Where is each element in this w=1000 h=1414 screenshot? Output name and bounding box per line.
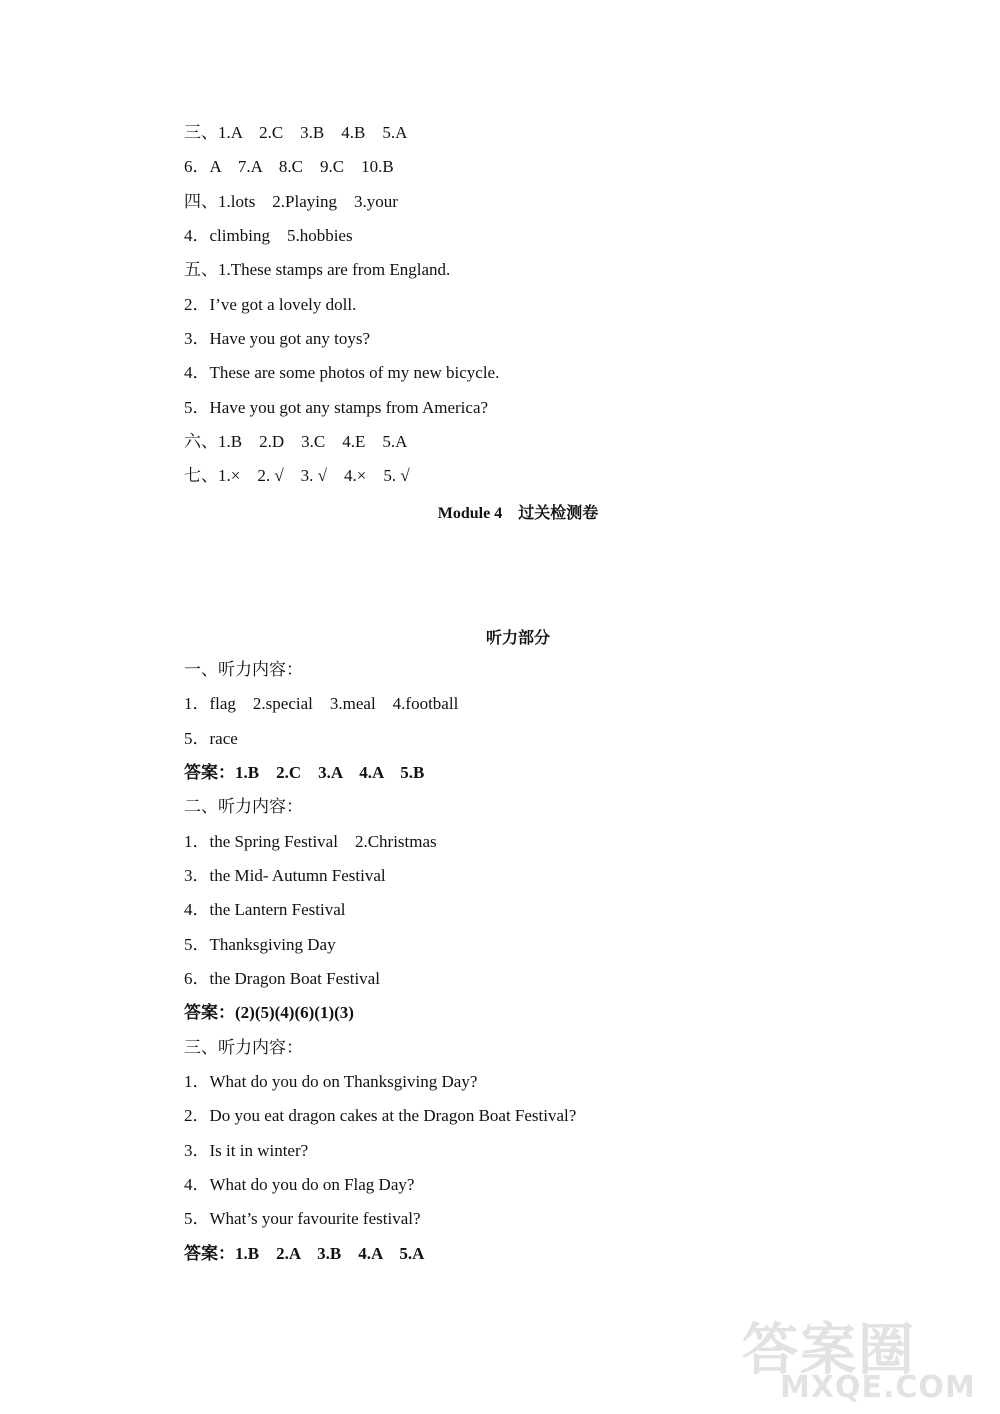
answer-line: 5．Have you got any stamps from America? xyxy=(184,398,489,417)
listening-line: 1．the Spring Festival 2.Christmas xyxy=(184,832,437,851)
listening-answer: 答案：1.B 2.C 3.A 4.A 5.B xyxy=(184,763,425,782)
listening-heading: 二、听力内容： xyxy=(184,797,303,816)
answer-line: 6．A 7.A 8.C 9.C 10.B xyxy=(184,157,394,176)
answer-line: 七、1.× 2. √ 3. √ 4.× 5. √ xyxy=(184,466,410,485)
site-watermark xyxy=(742,1306,982,1406)
listening-line: 6．the Dragon Boat Festival xyxy=(184,969,380,988)
watermark-url: MXQE.COM xyxy=(780,1370,976,1405)
answer-line: 3．Have you got any toys? xyxy=(184,329,371,348)
answer-line: 六、1.B 2.D 3.C 4.E 5.A xyxy=(184,432,408,451)
listening-line: 5．race xyxy=(184,729,238,748)
watermark-logo-text: 答案圈 xyxy=(742,1318,916,1383)
module-title: Module 4 过关检测卷 xyxy=(437,505,599,522)
listening-answer: 答案：(2)(5)(4)(6)(1)(3) xyxy=(184,1003,354,1022)
listening-heading: 三、听力内容： xyxy=(184,1038,303,1057)
listening-line: 3．Is it in winter? xyxy=(184,1141,309,1160)
answer-line: 五、1.These stamps are from England. xyxy=(184,260,451,279)
listening-line: 3．the Mid- Autumn Festival xyxy=(184,866,386,885)
listening-line: 5．What’s your favourite festival? xyxy=(184,1209,421,1228)
listening-answer: 答案：1.B 2.A 3.B 4.A 5.A xyxy=(184,1244,425,1263)
listening-line: 1．What do you do on Thanksgiving Day? xyxy=(184,1072,478,1091)
listening-line: 1．flag 2.special 3.meal 4.football xyxy=(184,694,459,713)
answer-line: 4．climbing 5.hobbies xyxy=(184,226,353,245)
answer-line: 4．These are some photos of my new bicycle. xyxy=(184,363,500,382)
listening-line: 5．Thanksgiving Day xyxy=(184,935,336,954)
listening-line: 4．What do you do on Flag Day? xyxy=(184,1175,415,1194)
listening-line: 4．the Lantern Festival xyxy=(184,900,346,919)
listening-line: 2．Do you eat dragon cakes at the Dragon Boat Festival? xyxy=(184,1106,577,1125)
answer-line: 2．I’ve got a lovely doll. xyxy=(184,295,357,314)
answer-line: 三、1.A 2.C 3.B 4.B 5.A xyxy=(184,123,408,142)
section-title: 听力部分 xyxy=(485,628,550,647)
listening-heading: 一、听力内容： xyxy=(184,660,303,679)
answer-line: 四、1.lots 2.Playing 3.your xyxy=(184,192,398,211)
